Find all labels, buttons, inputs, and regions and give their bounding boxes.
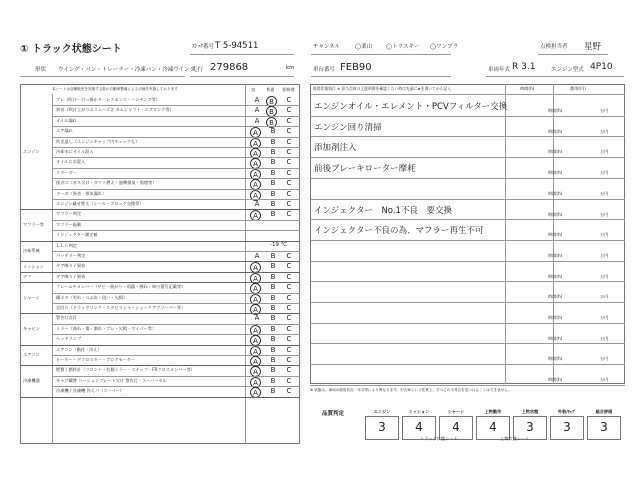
channel-option-2[interactable]: ◯トラスキー: [386, 44, 420, 50]
rating-b[interactable]: B: [270, 356, 276, 364]
remark-time-unit: 時間(h): [548, 232, 563, 238]
rating-c[interactable]: C: [286, 158, 292, 167]
rating-c[interactable]: C: [286, 137, 292, 146]
rating-b[interactable]: B: [266, 117, 277, 128]
rating-a[interactable]: A: [250, 366, 261, 377]
rating-a[interactable]: A: [254, 314, 260, 323]
check-item: フレームやメンバー（サビ・曲がり・角錆・割れ・車台番号記載等）: [56, 284, 186, 290]
rating-b[interactable]: B: [270, 179, 276, 188]
section-label: マフラー等: [23, 222, 44, 227]
section-label: エンジン: [23, 149, 40, 155]
year-label: 車両年式: [488, 67, 511, 73]
rating-b[interactable]: B: [270, 200, 276, 208]
check-item: 警告灯点灯: [56, 315, 77, 321]
grade-value: 3: [526, 420, 534, 434]
col-head-good: 良: [251, 87, 256, 92]
page-title: ① トラック状態シート: [20, 44, 122, 55]
remark-unit: 万円: [600, 273, 609, 279]
rating-c[interactable]: C: [286, 189, 292, 198]
remark-unit: 万円: [600, 170, 609, 176]
rating-b[interactable]: B: [270, 366, 276, 375]
remark-unit: 万円: [600, 335, 609, 341]
rating-a[interactable]: A: [254, 200, 260, 208]
remark-time-unit: 時間(h): [548, 252, 563, 258]
grade-sub-2: 上物状態シート: [500, 436, 530, 441]
check-item: 足回り（ドラッグリンク・スタビリシャ・ショックアブソーバー等）: [56, 305, 186, 310]
remark-unit: 万円: [600, 211, 609, 217]
rating-b[interactable]: B: [270, 189, 276, 198]
rating-b[interactable]: B: [270, 137, 276, 146]
rating-b[interactable]: B: [270, 262, 276, 271]
remark-line: エンジン回り清掃: [314, 122, 382, 133]
inspector-label: 点検担当者: [540, 44, 568, 50]
rating-b[interactable]: B: [270, 127, 276, 136]
rating-c[interactable]: C: [286, 366, 292, 375]
rating-c[interactable]: C: [286, 168, 292, 177]
rating-a[interactable]: A: [250, 262, 261, 273]
check-item: 冷却水にオイル混入: [56, 149, 94, 154]
grade-value: 3: [563, 420, 571, 434]
rating-a[interactable]: A: [254, 106, 260, 115]
check-item: マフラー振動: [56, 221, 82, 227]
check-item: ターボ（異音・排気漏れ）: [56, 190, 107, 196]
check-item: ミラー（曲れ・傷・割れ・ブレ・欠損・ワイパー等）: [56, 325, 157, 331]
remarks-time-head: 時間(h): [520, 86, 535, 91]
rating-a[interactable]: A: [254, 116, 260, 125]
remark-time-unit: 時間(h): [548, 356, 563, 362]
remark-line: エンジンオイル・エレメント・PCVフィルター交換: [314, 102, 508, 112]
channel-option-1[interactable]: ◯業山: [355, 44, 373, 50]
rating-c[interactable]: C: [286, 210, 292, 219]
remark-line: インジェクター No.1不良 要交換: [314, 205, 452, 216]
check-item: エアコン（動作・冷え）: [56, 346, 102, 352]
check-item: バッテリー判定: [56, 253, 86, 258]
rating-a[interactable]: A: [254, 252, 260, 260]
rating-a[interactable]: A: [250, 356, 261, 367]
rating-c[interactable]: C: [286, 376, 292, 385]
check-item: キャブ載替 コーションプレート欠け 警告灯・スーパーセル: [56, 377, 167, 383]
model-value: FEB90: [340, 62, 372, 73]
rating-c[interactable]: C: [286, 148, 292, 156]
grade-head: 上物動作: [484, 409, 502, 414]
remark-unit: 万円: [600, 149, 609, 155]
rating-c[interactable]: C: [286, 335, 292, 344]
check-item: ヒーター・デフロスター・ブロアモーター: [56, 357, 136, 362]
rating-b[interactable]: B: [270, 252, 276, 260]
grade-value: 3: [378, 420, 386, 434]
engine-value: 4P10: [590, 62, 613, 72]
rating-a[interactable]: A: [250, 190, 261, 201]
engine-label: エンジン型式: [551, 67, 584, 73]
section-label: 冷却系統: [23, 248, 40, 253]
rating-b[interactable]: B: [270, 283, 276, 292]
mileage-label: 走行: [192, 67, 204, 73]
mileage-value: 279868: [210, 62, 249, 73]
rating-b[interactable]: B: [270, 304, 276, 312]
remark-unit: 万円: [600, 377, 609, 383]
remarks-header: 推奨作業項目 ※ 担当点検の上説明書を確認したい時は先頭に★を書いてから記入: [313, 86, 452, 91]
grade-value: 3: [600, 420, 608, 434]
check-item: 構ネタ（劣れ・つぶれ・段ハ・欠損）: [56, 294, 128, 300]
rating-b[interactable]: B: [270, 387, 276, 396]
remark-unit: 万円: [600, 128, 609, 134]
rating-c[interactable]: C: [286, 96, 292, 104]
rating-c[interactable]: C: [286, 293, 292, 302]
check-item: 排ガス（ガス欠け・ダクト燃え・過剰排気・黒煙等）: [56, 180, 157, 186]
remarks-cost-head: 費用(円): [570, 86, 586, 91]
rating-a[interactable]: A: [250, 138, 261, 149]
remark-time-unit: 時間(h): [548, 273, 563, 279]
rating-a[interactable]: A: [250, 387, 261, 398]
grade-label: 品質判定: [322, 411, 345, 417]
rating-b[interactable]: B: [270, 148, 276, 156]
rating-c[interactable]: C: [286, 127, 292, 136]
rating-c[interactable]: C: [286, 106, 292, 115]
rating-b[interactable]: B: [270, 335, 276, 344]
rating-c[interactable]: C: [286, 356, 292, 364]
rating-c[interactable]: C: [286, 252, 292, 260]
rating-c[interactable]: C: [286, 262, 292, 271]
section-label: シャーシ: [23, 294, 40, 300]
rating-c[interactable]: C: [286, 116, 292, 125]
rating-c[interactable]: C: [286, 272, 292, 281]
check-item: 冷凍機 / 冷凍機 冷えパ（スーパー）: [56, 388, 124, 394]
col-head-normal: 普通: [266, 87, 275, 92]
rating-b[interactable]: B: [270, 210, 276, 219]
check-item: ヘッドランプ: [56, 336, 82, 342]
remark-time-unit: 時間(h): [548, 170, 563, 176]
rating-a[interactable]: A: [250, 346, 261, 357]
grade-head: シャーシ: [447, 409, 465, 414]
section-label: エアコン: [23, 352, 40, 357]
form-value: ウイング・バン・トレーラー・冷凍バン・冷凍ウイング: [58, 67, 195, 73]
rating-a[interactable]: A: [250, 158, 261, 169]
rating-c[interactable]: C: [286, 324, 292, 333]
channel-label: チャンネル: [313, 44, 341, 50]
grade-head: ミッション: [408, 409, 430, 414]
stock-label: ｽﾄｯｸ番号: [192, 44, 215, 50]
rating-c[interactable]: C: [286, 314, 292, 323]
rating-a[interactable]: A: [250, 294, 261, 305]
sheet-note: 本シートは店舗販売を実施する際の自動車整備による点検を実施しております: [52, 87, 178, 91]
rating-c[interactable]: C: [286, 200, 292, 208]
section-label: 冷凍機器: [23, 378, 40, 383]
rating-b[interactable]: B: [270, 293, 276, 302]
remark-unit: 万円: [600, 294, 609, 300]
rating-c[interactable]: C: [286, 304, 292, 312]
rating-value: -19 ℃: [270, 241, 287, 248]
remark-line: 前後ブレーキローター摩耗: [314, 164, 416, 175]
stock-number: T 5-94511: [215, 41, 259, 51]
rating-b[interactable]: B: [266, 96, 277, 107]
remark-time-unit: 時間(h): [548, 211, 563, 217]
grade-head: 上物状態: [521, 409, 539, 414]
year-value: R 3.1: [512, 62, 536, 72]
remark-unit: 万円: [600, 356, 609, 362]
rating-a[interactable]: A: [250, 148, 261, 159]
rating-b[interactable]: B: [270, 272, 276, 281]
check-item: リターダー: [56, 169, 77, 175]
check-item: 燃費 / 燃料計（フロント・右側ミラー・ステップ・FRクロスメンバー等）: [56, 367, 195, 373]
rating-a[interactable]: A: [250, 325, 261, 336]
remark-unit: 万円: [600, 252, 609, 258]
form-label: 形状: [35, 67, 47, 73]
check-item: エア漏れ: [56, 128, 73, 134]
check-item: ＬＬＣ判定: [56, 242, 77, 248]
rating-c[interactable]: C: [286, 179, 292, 188]
grade-head: 外装/ｷｬﾌﾞ: [557, 409, 577, 414]
rating-a[interactable]: A: [250, 179, 261, 190]
rating-c[interactable]: C: [286, 283, 292, 292]
remark-time-unit: 時間(h): [548, 377, 563, 383]
check-item: オイルに水混入: [56, 159, 86, 165]
remark-time-unit: 時間(h): [548, 294, 563, 300]
rating-a[interactable]: A: [250, 169, 261, 180]
check-item: ブレ（吹け・引っ掛かり・レスポンス・ハンチング等）: [56, 97, 160, 102]
remarks-footnote: ※ 状態は、車両の使用状況・年式等により異なります。中古車という性質上、すべての不具合を見つけることはできません。: [310, 388, 512, 392]
rating-b[interactable]: B: [266, 106, 277, 117]
section-label: ミッション: [23, 263, 44, 269]
grade-value: 4: [489, 420, 497, 434]
col-head-repair: 要修理: [282, 87, 295, 92]
check-item: 異音（吹け上がりのスムーズさ カムシャフト・エアタンク等）: [56, 107, 174, 113]
remark-unit: 万円: [600, 232, 609, 238]
grade-head: 総合評価: [595, 409, 613, 414]
check-item: ギア鳴り / 異音: [56, 273, 86, 279]
remark-time-unit: 時間(h): [548, 128, 563, 134]
channel-option-3[interactable]: ◯ワンプラ: [430, 44, 459, 50]
rating-b[interactable]: B: [270, 158, 276, 167]
remark-unit: 万円: [600, 190, 609, 196]
check-item: マフラー判定: [56, 211, 82, 217]
grade-value: 4: [452, 420, 460, 434]
grade-value: 4: [415, 420, 423, 434]
rating-b[interactable]: B: [270, 168, 276, 177]
check-item: インジェクター測定値: [56, 232, 98, 238]
rating-a[interactable]: A: [250, 377, 261, 388]
rating-a[interactable]: A: [250, 304, 261, 315]
rating-c[interactable]: C: [286, 345, 292, 354]
rating-b[interactable]: B: [270, 324, 276, 333]
remark-time-unit: 時間(h): [548, 190, 563, 196]
check-item: エンジン載せ替え（シール・ブロック交換等）: [56, 201, 144, 206]
model-label: 車台番号: [313, 67, 336, 73]
rating-b[interactable]: B: [270, 376, 276, 385]
rating-a[interactable]: A: [250, 335, 261, 346]
rating-b[interactable]: B: [270, 314, 276, 323]
remark-time-unit: 時間(h): [548, 108, 563, 113]
check-item: オイル漏れ: [56, 117, 77, 123]
remark-time-unit: 時間(h): [548, 149, 563, 155]
rating-a[interactable]: A: [254, 96, 260, 104]
check-item: ギア鳴り / 異音: [56, 263, 86, 269]
section-label: デフ: [23, 274, 32, 279]
remark-time-unit: 時間(h): [548, 315, 563, 320]
grade-head: エンジン: [373, 409, 391, 414]
rating-a[interactable]: A: [250, 283, 261, 294]
remark-time-unit: 時間(h): [548, 335, 563, 341]
check-item: 吹き返し（エンジンキャップ内チェックも）: [56, 138, 140, 144]
rating-a[interactable]: A: [250, 210, 261, 221]
inspector-name: 星野: [584, 42, 602, 52]
section-label: キャビン: [23, 326, 40, 331]
mileage-unit: km: [286, 65, 295, 71]
remark-unit: 万円: [600, 315, 609, 320]
remark-unit: 万円: [600, 108, 609, 113]
grade-sub-1: トラック状態シート: [420, 436, 458, 441]
rating-b[interactable]: B: [270, 345, 276, 354]
rating-a[interactable]: A: [250, 273, 261, 284]
remark-line: 添加剤注入: [314, 143, 357, 154]
rating-c[interactable]: C: [286, 387, 292, 396]
rating-a[interactable]: A: [250, 127, 261, 138]
remark-line: インジェクター不良の為、マフラー再生不可: [314, 226, 484, 237]
